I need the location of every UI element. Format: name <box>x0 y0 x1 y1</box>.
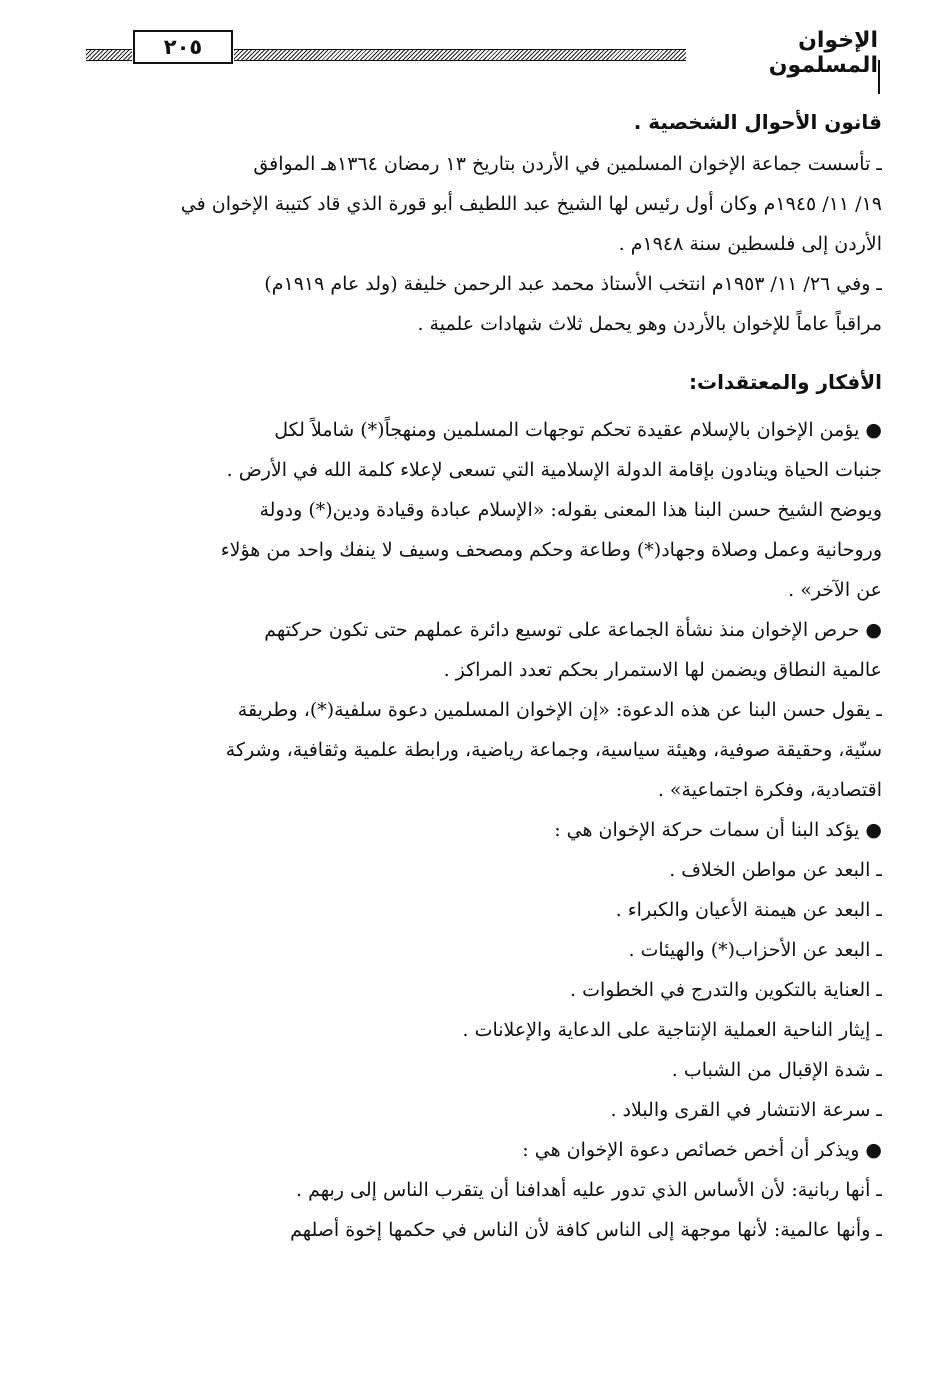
list-item: ـ البعد عن مواطن الخلاف . <box>669 859 882 881</box>
page-header <box>78 22 880 78</box>
header-vertical-rule <box>878 60 880 94</box>
page-number: ٢٠٥ <box>133 30 233 64</box>
paragraph-line: اقتصادية، وفكرة اجتماعية» . <box>657 779 882 801</box>
paragraph-line: عالمية النطاق ويضمن لها الاستمرار بحكم تعدد المراكز . <box>443 659 882 681</box>
list-item: ـ وأنها عالمية: لأنها موجهة إلى الناس كافة لأن الناس في حكمها إخوة أصلهم <box>290 1219 882 1241</box>
list-item: ـ العناية بالتكوين والتدرج في الخطوات . <box>570 979 882 1001</box>
paragraph-line: سنّية، وحقيقة صوفية، وهيئة سياسية، وجماعة رياضية، ورابطة علمية وثقافية، وشركة <box>225 739 882 761</box>
paragraph-line: ويوضح الشيخ حسن البنا هذا المعنى بقوله: «الإسلام عبادة وقيادة ودين(*) ودولة <box>259 499 882 521</box>
paragraph-line: ـ وفي ٢٦/ ١١/ ١٩٥٣م انتخب الأستاذ محمد عبد الرحمن خليفة (ولد عام ١٩١٩م) <box>264 273 882 295</box>
paragraph-line: عن الآخر» . <box>788 579 882 601</box>
section-heading: الأفكار والمعتقدات: <box>688 370 882 394</box>
paragraph-line: مراقباً عاماً للإخوان بالأردن وهو يحمل ثلاث شهادات علمية . <box>417 313 882 335</box>
list-item: ● ويذكر أن أخص خصائص دعوة الإخوان هي : <box>522 1139 882 1161</box>
list-item: ـ أنها ربانية: لأن الأساس الذي تدور عليه أهدافنا أن يتقرب الناس إلى ربهم . <box>296 1179 882 1201</box>
list-item: ● يؤكد البنا أن سمات حركة الإخوان هي : <box>554 819 882 841</box>
paragraph-line: ● حرص الإخوان منذ نشأة الجماعة على توسيع دائرة عملهم حتى تكون حركتهم <box>264 619 882 641</box>
header-rule-left <box>86 49 132 61</box>
header-rule-right <box>234 49 686 61</box>
paragraph-line: وروحانية وعمل وصلاة وجهاد(*) وطاعة وحكم ومصحف وسيف لا ينفك واحد من هؤلاء <box>220 539 882 561</box>
paragraph-line: ـ تأسست جماعة الإخوان المسلمين في الأردن بتاريخ ١٣ رمضان ١٣٦٤هـ الموافق <box>253 153 882 175</box>
paragraph-line: جنبات الحياة وينادون بإقامة الدولة الإسلامية التي تسعى لإعلاء كلمة الله في الأرض . <box>226 459 882 481</box>
page-body <box>70 100 882 1250</box>
list-item: ـ سرعة الانتشار في القرى والبلاد . <box>610 1099 882 1121</box>
section-tail-heading: قانون الأحوال الشخصية . <box>633 110 882 134</box>
list-item: ـ شدة الإقبال من الشباب . <box>671 1059 882 1081</box>
running-title: الإخوان المسلمون <box>768 28 878 78</box>
paragraph-line: ١٩/ ١١/ ١٩٤٥م وكان أول رئيس لها الشيخ عبد اللطيف أبو قورة الذي قاد كتيبة الإخوان في <box>180 193 882 215</box>
paragraph-line: الأردن إلى فلسطين سنة ١٩٤٨م . <box>618 233 882 255</box>
list-item: ـ إيثار الناحية العملية الإنتاجية على الدعاية والإعلانات . <box>462 1019 882 1041</box>
list-item: ـ البعد عن الأحزاب(*) والهيئات . <box>628 939 882 961</box>
paragraph-line: ● يؤمن الإخوان بالإسلام عقيدة تحكم توجهات المسلمين ومنهجاً(*) شاملاً لكل <box>274 419 882 441</box>
paragraph-line: ـ يقول حسن البنا عن هذه الدعوة: «إن الإخوان المسلمين دعوة سلفية(*)، وطريقة <box>237 699 882 721</box>
list-item: ـ البعد عن هيمنة الأعيان والكبراء . <box>615 899 882 921</box>
